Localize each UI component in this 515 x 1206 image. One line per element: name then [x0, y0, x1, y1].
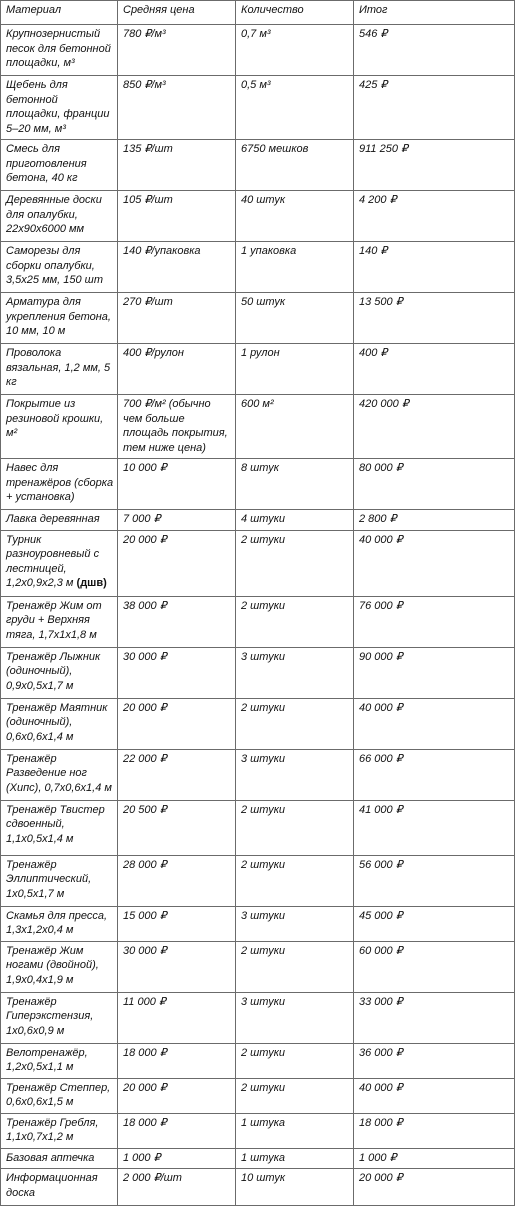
cell-price	[118, 1148, 236, 1169]
cell-material-text: Саморезы для сборки опалубки, 3,5х25 мм, 150 шт	[6, 245, 103, 286]
cell-quantity-text: 6750 мешков	[241, 143, 309, 155]
cell-quantity-text: 2 штуки	[241, 803, 286, 816]
cell-material	[1, 800, 118, 855]
table-row	[1, 647, 515, 698]
cell-material	[1, 1078, 118, 1113]
cell-material	[1, 25, 118, 76]
cell-quantity	[236, 800, 354, 855]
cell-total	[354, 1043, 515, 1078]
cell-total-text: 40 000 ₽	[359, 533, 403, 546]
cell-quantity	[236, 293, 354, 344]
cell-total-text: 76 000 ₽	[359, 599, 403, 612]
header-price: Средняя цена	[118, 1, 236, 25]
cell-total	[354, 941, 515, 992]
table-row	[1, 906, 515, 941]
cell-total	[354, 906, 515, 941]
cell-price	[118, 344, 236, 395]
cell-price-text: 1 000 ₽	[123, 1151, 161, 1164]
cell-quantity-text: 3 штуки	[241, 909, 286, 922]
table-row	[1, 530, 515, 596]
cell-material	[1, 293, 118, 344]
cell-total	[354, 242, 515, 293]
cell-quantity-text: 4 штуки	[241, 513, 286, 525]
cell-total-text: 66 000 ₽	[359, 752, 403, 765]
cell-price-text: 20 000 ₽	[123, 701, 167, 714]
table-row	[1, 992, 515, 1043]
cell-quantity-text: 2 штуки	[241, 1081, 286, 1094]
header-total: Итог	[354, 1, 515, 25]
cell-price	[118, 1078, 236, 1113]
cell-total-text: 13 500 ₽	[359, 296, 403, 308]
cell-price-text: 20 000 ₽	[123, 533, 167, 546]
cell-quantity	[236, 1113, 354, 1148]
cell-quantity-text: 1 упаковка	[241, 245, 297, 257]
cell-quantity-text: 1 штука	[241, 1151, 286, 1164]
cell-quantity-text: 2 штуки	[241, 858, 286, 871]
cell-total	[354, 749, 515, 800]
cell-total	[354, 1078, 515, 1113]
cell-price	[118, 395, 236, 459]
cell-price-text: 11 000 ₽	[123, 995, 166, 1008]
cell-material	[1, 698, 118, 749]
cell-material	[1, 242, 118, 293]
cell-price-text: 28 000 ₽	[123, 858, 167, 871]
cell-quantity-text: 2 штуки	[241, 1046, 286, 1059]
cell-quantity	[236, 855, 354, 906]
cell-quantity-text: 1 рулон	[241, 347, 280, 359]
cell-total-text: 18 000 ₽	[359, 1116, 403, 1129]
cell-total-text: 140 ₽	[359, 245, 388, 257]
table-row	[1, 749, 515, 800]
cell-quantity	[236, 596, 354, 647]
cell-material-text: Тренажёр Гиперэкстензия, 1х0,6х0,9 м	[6, 995, 94, 1037]
cell-price	[118, 596, 236, 647]
table-header-row	[1, 1, 515, 25]
cell-quantity	[236, 941, 354, 992]
table-row	[1, 191, 515, 242]
table-row	[1, 1113, 515, 1148]
table-row	[1, 1078, 515, 1113]
cell-material	[1, 855, 118, 906]
cell-total-text: 80 000 ₽	[359, 462, 403, 474]
cell-total-text: 1 000 ₽	[359, 1151, 397, 1164]
cell-quantity-text: 2 штуки	[241, 944, 286, 957]
cell-price	[118, 1043, 236, 1078]
cell-total-text: 400 ₽	[359, 347, 388, 359]
table-row	[1, 941, 515, 992]
cell-price	[118, 459, 236, 510]
cell-quantity	[236, 191, 354, 242]
cell-material	[1, 459, 118, 510]
cell-material-text: Тренажёр Твистер сдвоенный, 1,1х0,5х1,4 м	[6, 803, 105, 845]
cell-price	[118, 698, 236, 749]
cell-price-text: 30 000 ₽	[123, 650, 167, 663]
cell-total-text: 546 ₽	[359, 28, 388, 40]
cell-price-text: 270 ₽/шт	[123, 296, 173, 308]
cell-material-text: Проволока вязальная, 1,2 мм, 5 кг	[6, 347, 111, 388]
table-row	[1, 698, 515, 749]
cell-quantity	[236, 1043, 354, 1078]
cell-total-text: 2 800 ₽	[359, 513, 397, 525]
cell-total	[354, 530, 515, 596]
cell-total	[354, 459, 515, 510]
cell-quantity-text: 1 штука	[241, 1116, 286, 1129]
cell-quantity-text: 2 штуки	[241, 533, 286, 546]
cell-total	[354, 1113, 515, 1148]
cell-material	[1, 191, 118, 242]
cell-quantity-text: 40 штук	[241, 194, 286, 206]
cell-total-text: 911 250 ₽	[359, 143, 409, 155]
cell-quantity-text: 600 м²	[241, 398, 274, 410]
cell-material	[1, 647, 118, 698]
cell-total	[354, 344, 515, 395]
cell-price	[118, 855, 236, 906]
cell-price-text: 700 ₽/м² (обычно чем больше площадь покрытия, тем ниже цена)	[123, 398, 228, 454]
table-row	[1, 800, 515, 855]
table-row	[1, 510, 515, 531]
cell-total	[354, 800, 515, 855]
table-row	[1, 855, 515, 906]
cell-material	[1, 596, 118, 647]
table-row	[1, 344, 515, 395]
cell-quantity	[236, 344, 354, 395]
cell-price-text: 22 000 ₽	[123, 752, 167, 765]
cell-total-text: 41 000 ₽	[359, 803, 403, 816]
cell-quantity	[236, 1148, 354, 1169]
cell-total	[354, 647, 515, 698]
cell-quantity-text: 50 штук	[241, 296, 286, 308]
cell-quantity-text: 8 штук	[241, 462, 279, 474]
cell-price-text: 105 ₽/шт	[123, 194, 173, 206]
cell-material	[1, 140, 118, 191]
cell-total	[354, 855, 515, 906]
cell-material	[1, 1043, 118, 1078]
table-row	[1, 25, 515, 76]
cell-price	[118, 941, 236, 992]
cell-quantity	[236, 459, 354, 510]
table-row	[1, 76, 515, 140]
cell-quantity	[236, 510, 354, 531]
header-material: Материал	[1, 1, 118, 25]
cell-quantity	[236, 698, 354, 749]
cell-quantity-text: 0,7 м³	[241, 28, 271, 40]
cell-total-text: 4 200 ₽	[359, 194, 397, 206]
cell-material-text: Тренажёр Степпер, 0,6х0,6х1,5 м	[6, 1081, 111, 1108]
table-body	[1, 25, 515, 1206]
cell-material-text: Тренажёр Жим ногами (двойной), 1,9х0,4х1,9 м	[6, 944, 99, 986]
cell-quantity	[236, 140, 354, 191]
cell-quantity	[236, 1078, 354, 1113]
cell-material	[1, 941, 118, 992]
cell-total	[354, 293, 515, 344]
cell-price-text: 18 000 ₽	[123, 1046, 167, 1059]
cell-quantity	[236, 395, 354, 459]
cell-total-text: 40 000 ₽	[359, 1081, 403, 1094]
table-row	[1, 242, 515, 293]
cell-total-text: 90 000 ₽	[359, 650, 403, 663]
cell-total-text: 40 000 ₽	[359, 701, 403, 714]
cell-material	[1, 344, 118, 395]
cell-price-text: 20 500 ₽	[123, 803, 167, 816]
table-row	[1, 293, 515, 344]
cell-price	[118, 25, 236, 76]
cell-price	[118, 76, 236, 140]
cell-quantity-text: 0,5 м³	[241, 79, 271, 91]
cell-material-note: (дшв)	[73, 577, 107, 589]
cell-total-text: 45 000 ₽	[359, 909, 403, 922]
cell-total	[354, 1148, 515, 1169]
cell-total-text: 425 ₽	[359, 79, 388, 91]
cell-material-text: Щебень для бетонной площадки, франции 5–20 мм, м³	[6, 79, 110, 135]
cell-price-text: 7 000 ₽	[123, 513, 161, 525]
cell-material-text: Тренажёр Лыжник (одиночный), 0,9х0,5х1,7 м	[6, 650, 101, 692]
cell-price	[118, 293, 236, 344]
cell-quantity	[236, 25, 354, 76]
cell-material	[1, 510, 118, 531]
cell-total	[354, 140, 515, 191]
cell-price	[118, 647, 236, 698]
cell-material-text: Лавка деревянная	[6, 513, 100, 525]
cell-material-text: Информационная доска	[6, 1172, 98, 1199]
cell-price-text: 850 ₽/м³	[123, 79, 166, 91]
cell-price-text: 2 000 ₽/шт	[123, 1172, 182, 1184]
cell-total-text: 420 000 ₽	[359, 398, 409, 410]
cell-material-text: Скамья для пресса, 1,3х1,2х0,4 м	[6, 909, 108, 936]
cell-total-text: 33 000 ₽	[359, 995, 403, 1008]
cell-material-text: Крупнозернистый песок для бетонной площадки, м³	[6, 28, 111, 69]
table-row	[1, 1043, 515, 1078]
cell-material-text: Тренажёр Жим от груди + Верхняя тяга, 1,7х1х1,8 м	[6, 599, 102, 641]
cell-quantity	[236, 242, 354, 293]
cell-quantity	[236, 530, 354, 596]
cell-total	[354, 698, 515, 749]
cell-price	[118, 140, 236, 191]
cell-quantity-text: 2 штуки	[241, 701, 286, 714]
cell-total	[354, 596, 515, 647]
cell-material-text: Смесь для приготовления бетона, 40 кг	[6, 143, 87, 184]
cell-quantity	[236, 906, 354, 941]
cell-material	[1, 1113, 118, 1148]
cell-price-text: 20 000 ₽	[123, 1081, 167, 1094]
cell-material	[1, 395, 118, 459]
cell-price	[118, 510, 236, 531]
cell-material-text: Базовая аптечка	[6, 1151, 95, 1164]
cell-quantity-text: 3 штуки	[241, 650, 286, 663]
cell-total-text: 56 000 ₽	[359, 858, 403, 871]
cell-material-text: Тренажёр Разведение ног (Хипс), 0,7х0,6х1,4 м	[6, 752, 112, 794]
cell-total	[354, 395, 515, 459]
cell-price-text: 400 ₽/рулон	[123, 347, 184, 359]
cell-price-text: 780 ₽/м³	[123, 28, 166, 40]
cell-total	[354, 76, 515, 140]
cell-material	[1, 76, 118, 140]
cell-price	[118, 242, 236, 293]
cell-price	[118, 1113, 236, 1148]
cell-quantity	[236, 76, 354, 140]
cell-material	[1, 906, 118, 941]
cell-quantity-text: 2 штуки	[241, 599, 286, 612]
cell-total-text: 60 000 ₽	[359, 944, 403, 957]
header-quantity: Количество	[236, 1, 354, 25]
cell-price	[118, 749, 236, 800]
cell-material-text: Навес для тренажёров (сборка + установка)	[6, 462, 114, 503]
cell-material-text: Велотренажёр, 1,2х0,5х1,1 м	[6, 1046, 88, 1073]
cell-total-text: 20 000 ₽	[359, 1172, 403, 1184]
cell-material	[1, 1148, 118, 1169]
cell-price-text: 38 000 ₽	[123, 599, 167, 612]
cell-price	[118, 191, 236, 242]
cell-material-text: Арматура для укрепления бетона, 10 мм, 10 м	[6, 296, 111, 337]
table-row	[1, 395, 515, 459]
cell-quantity-text: 10 штук	[241, 1172, 286, 1184]
cell-quantity-text: 3 штуки	[241, 752, 286, 765]
cell-price	[118, 992, 236, 1043]
cell-price	[118, 906, 236, 941]
table-row	[1, 140, 515, 191]
cell-price-text: 15 000 ₽	[123, 909, 167, 922]
cell-total	[354, 191, 515, 242]
cell-material-text: Тренажёр Эллиптический, 1х0,5х1,7 м	[6, 858, 92, 900]
cell-price	[118, 530, 236, 596]
cell-total	[354, 510, 515, 531]
cell-material	[1, 992, 118, 1043]
cell-price-text: 140 ₽/упаковка	[123, 245, 201, 257]
cell-price-text: 18 000 ₽	[123, 1116, 167, 1129]
cell-total	[354, 25, 515, 76]
cell-quantity	[236, 647, 354, 698]
cell-quantity	[236, 749, 354, 800]
cell-material-text: Покрытие из резиновой крошки, м²	[6, 398, 104, 439]
cell-material-text: Деревянные доски для опалубки, 22х90х6000 мм	[6, 194, 102, 235]
cell-quantity-text: 3 штуки	[241, 995, 286, 1008]
cell-material-text: Турник разноуровневый с лестницей, 1,2х0,9х2,3 м	[6, 533, 100, 589]
cell-price	[118, 800, 236, 855]
cell-material	[1, 749, 118, 800]
cell-material-text: Тренажёр Маятник (одиночный), 0,6х0,6х1,4 м	[6, 701, 108, 743]
cell-material-text: Тренажёр Гребля, 1,1х0,7х1,2 м	[6, 1116, 99, 1143]
table-row	[1, 1148, 515, 1169]
cell-price-text: 10 000 ₽	[123, 462, 167, 474]
cell-price-text: 30 000 ₽	[123, 944, 167, 957]
table-row	[1, 459, 515, 510]
cell-total-text: 36 000 ₽	[359, 1046, 403, 1059]
cell-quantity	[236, 992, 354, 1043]
cell-price-text: 135 ₽/шт	[123, 143, 173, 155]
cell-total	[354, 992, 515, 1043]
cell-material	[1, 530, 118, 596]
table-row	[1, 596, 515, 647]
